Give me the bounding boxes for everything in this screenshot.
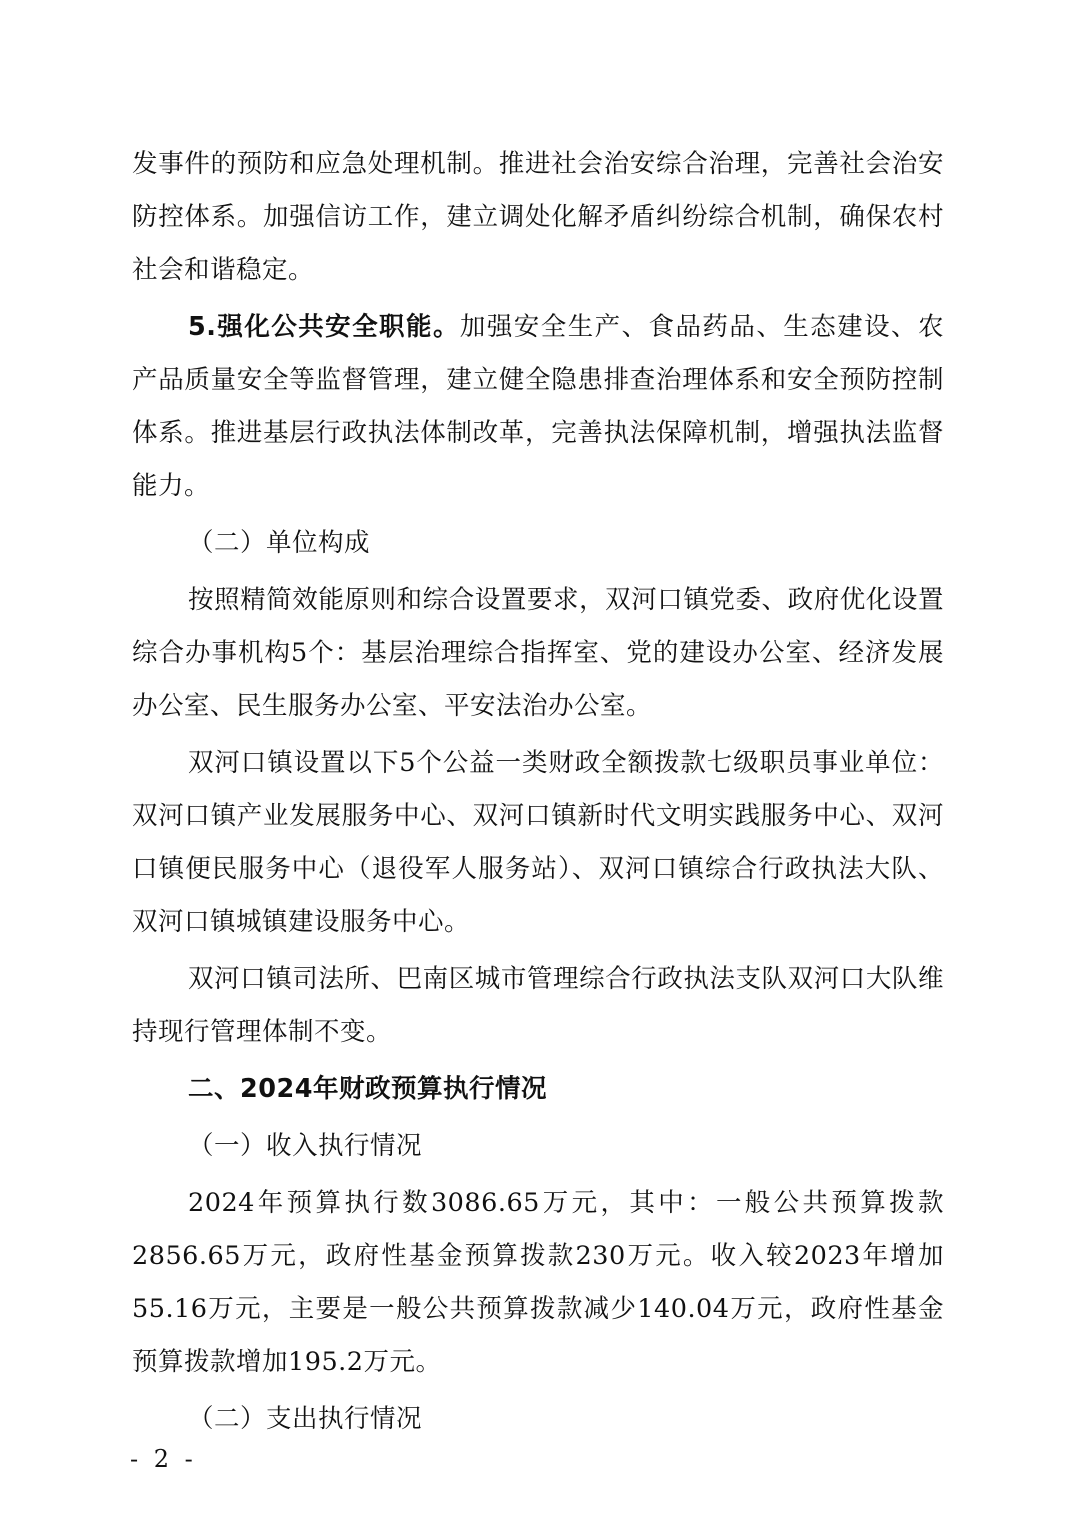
paragraph-lead-heading: 5.强化公共安全职能。 [188,312,460,342]
paragraph-emergency-mechanism [132,138,944,297]
paragraph-text: 双河口镇设置以下5个公益一类财政全额拨款七级职员事业单位：双河口镇产业发展服务中心、双河口镇新时代文明实践服务中心、双河口镇便民服务中心（退役军人服务站）、双河口镇综合行政执法大队、双河口镇城镇建设服务中心。 [132,748,944,937]
page-number: - 2 - [130,1445,197,1473]
paragraph-judicial-office [132,953,944,1059]
heading-text: （二）支出执行情况 [188,1404,423,1434]
paragraph-public-safety [132,301,944,513]
heading-text: （一）收入执行情况 [188,1131,423,1161]
document-body [132,138,944,1446]
paragraph-text: 发事件的预防和应急处理机制。推进社会治安综合治理，完善社会治安防控体系。加强信访工作，建立调处化解矛盾纠纷综合机制，确保农村社会和谐稳定。 [132,149,944,285]
section-heading-unit-composition [132,517,944,570]
heading-text: 二、2024年财政预算执行情况 [188,1074,547,1104]
heading-text: （二）单位构成 [188,528,371,558]
section-heading-expenditure [132,1393,944,1446]
paragraph-income-details [132,1177,944,1389]
paragraph-text: 按照精简效能原则和综合设置要求，双河口镇党委、政府优化设置综合办事机构5个：基层治理综合指挥室、党的建设办公室、经济发展办公室、民生服务办公室、平安法治办公室。 [132,585,944,721]
section-heading-income [132,1120,944,1173]
section-heading-budget-execution [132,1063,944,1116]
paragraph-text: 2024年预算执行数3086.65万元，其中：一般公共预算拨款2856.65万元，政府性基金预算拨款230万元。收入较2023年增加55.16万元，主要是一般公共预算拨款减少140.04万元，政府性基金预算拨款增加195.2万元。 [132,1188,944,1377]
paragraph-text: 加强安全生产、食品药品、生态建设、农产品质量安全等监督管理，建立健全隐患排查治理体系和安全预防控制体系。推进基层行政执法体制改革，完善执法保障机制，增强执法监督能力。 [132,312,944,501]
paragraph-office-setup [132,574,944,733]
paragraph-text: 双河口镇司法所、巴南区城市管理综合行政执法支队双河口大队维持现行管理体制不变。 [132,964,944,1047]
paragraph-public-institutions [132,737,944,949]
